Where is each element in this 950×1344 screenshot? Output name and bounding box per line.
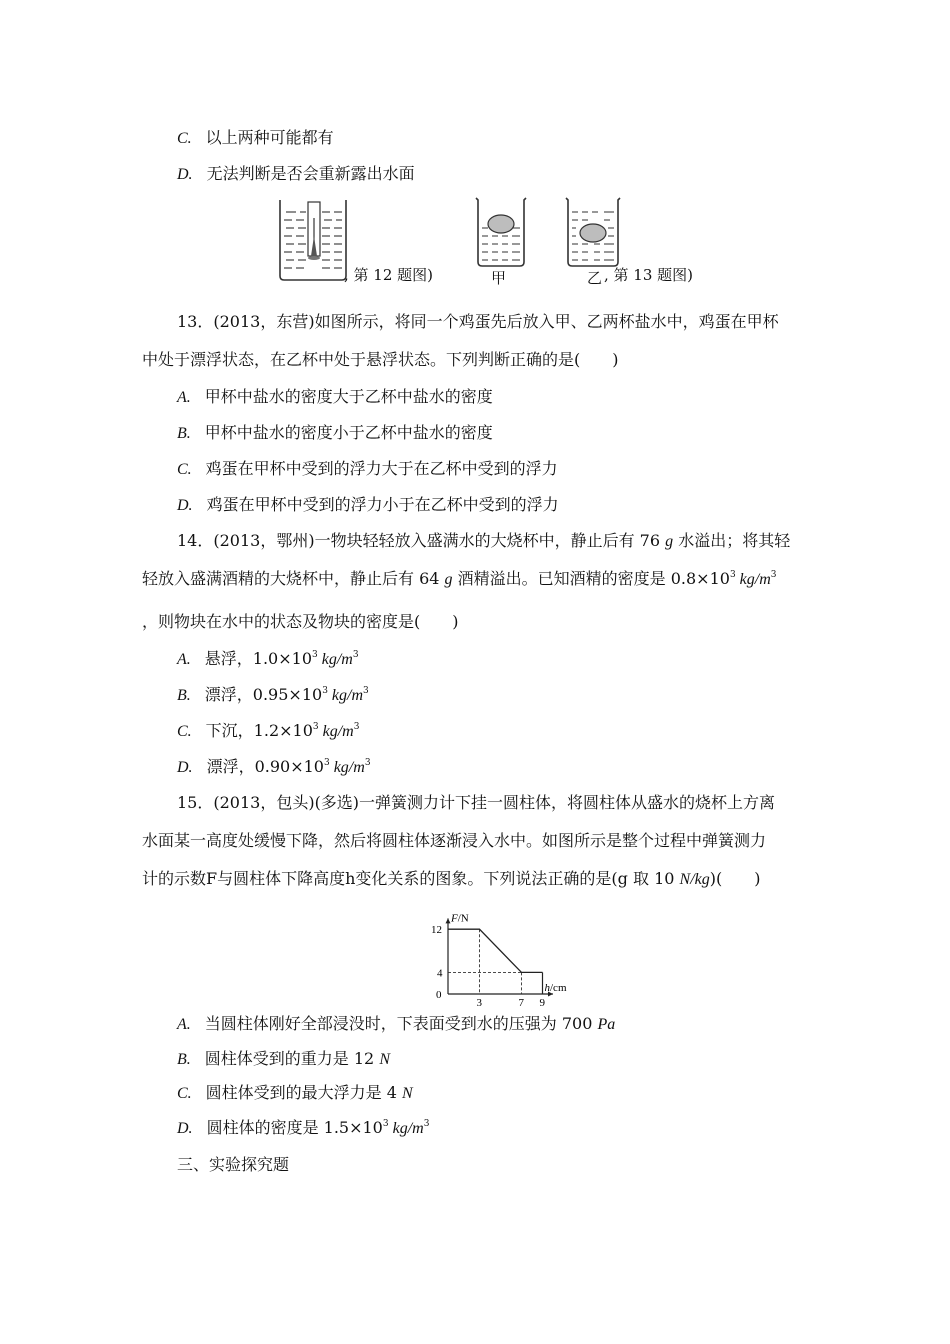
- q12-option-c: [177, 127, 334, 150]
- unit: Pa: [597, 1016, 616, 1033]
- beaker-yi-diagram: [564, 198, 622, 268]
- option-letter: B.: [177, 425, 191, 442]
- tick-label-x-origin: 0: [436, 989, 442, 1001]
- exponent: 3: [353, 722, 360, 732]
- unit: g: [444, 571, 453, 588]
- exponent: 3: [312, 722, 319, 732]
- q15-stem-line1: 15．(2013，包头)(多选)一弹簧测力计下挂一圆柱体，将圆柱体从盛水的烧杯上方离: [177, 793, 776, 812]
- option-text: 圆柱体的密度是 1.5×10: [206, 1118, 383, 1137]
- option-text: 以上两种可能都有: [205, 128, 334, 147]
- option-text: 鸡蛋在甲杯中受到的浮力大于在乙杯中受到的浮力: [205, 459, 558, 478]
- exponent: 3: [382, 1119, 389, 1129]
- exponent: 3: [322, 686, 328, 696]
- series-line: [448, 929, 543, 972]
- exponent: 3: [323, 758, 330, 768]
- q13-option-c: [177, 458, 558, 481]
- option-text: 当圆柱体刚好全部浸没时，下表面受到水的压强为 700: [204, 1014, 598, 1033]
- text: )( ): [709, 869, 761, 888]
- option-letter: D.: [177, 497, 193, 514]
- text: 轻放入盛满酒精的大烧杯中，静止后有 64: [142, 569, 445, 588]
- q13-option-d: [177, 494, 559, 517]
- option-letter: C.: [177, 130, 192, 147]
- tick-label-y: 12: [431, 924, 442, 937]
- exponent: 3: [364, 758, 371, 768]
- x-axis-label: h/cm: [544, 982, 567, 994]
- unit: kg/m: [327, 687, 364, 704]
- unit: kg/m: [318, 723, 354, 740]
- tick-label-x: 7: [518, 997, 524, 1009]
- option-text: 甲杯中盐水的密度大于乙杯中盐水的密度: [204, 387, 493, 406]
- text: 14．(2013，鄂州)一物块轻轻放入盛满水的大烧杯中，静止后有 76: [177, 531, 666, 550]
- beaker-yi-label: 乙: [587, 269, 603, 287]
- unit: kg/m: [735, 571, 771, 588]
- option-text: 甲杯中盐水的密度小于乙杯中盐水的密度: [204, 423, 493, 442]
- q15-stem-line2: 水面某一高度处缓慢下降，然后将圆柱体逐渐浸入水中。如图所示是整个过程中弹簧测力: [142, 831, 767, 850]
- option-letter: A.: [177, 389, 191, 406]
- q14-option-c: [177, 720, 359, 743]
- q15-option-b: [177, 1048, 390, 1071]
- option-letter: B.: [177, 1051, 191, 1068]
- q12-option-d: [177, 163, 415, 186]
- text: 酒精溢出。已知酒精的密度是 0.8×10: [452, 569, 730, 588]
- option-text: 下沉，1.2×10: [205, 721, 313, 740]
- unit: kg/m: [317, 651, 353, 668]
- option-text: 漂浮，0.90×10: [206, 757, 324, 776]
- q14-option-a: [177, 648, 359, 671]
- unit: kg/m: [388, 1120, 424, 1137]
- exponent: 3: [312, 650, 318, 660]
- option-text: 悬浮，1.0×10: [204, 649, 312, 668]
- text: 水溢出；将其轻: [673, 531, 791, 550]
- q13-stem-line2: 中处于漂浮状态，在乙杯中处于悬浮状态。下列判断正确的是( ): [142, 350, 619, 369]
- q14-stem-line2: [142, 568, 777, 591]
- text: 计的示数F与圆柱体下降高度h变化关系的图象。下列说法正确的是(g 取 10: [142, 869, 680, 888]
- exponent: 3: [770, 570, 777, 580]
- option-letter: D.: [177, 1120, 193, 1137]
- option-text: 圆柱体受到的最大浮力是 4: [205, 1083, 403, 1102]
- exponent: 3: [363, 686, 369, 696]
- option-letter: C.: [177, 723, 192, 740]
- chart-axes: [446, 918, 554, 996]
- q13-option-b: [177, 422, 493, 445]
- y-axis-arrow: [446, 918, 451, 923]
- q15-stem-line3: [142, 868, 760, 891]
- option-text: 无法判断是否会重新露出水面: [206, 164, 415, 183]
- beaker-jia-label: 甲: [491, 269, 507, 287]
- q14-stem-line1: [177, 530, 790, 553]
- q14-option-d: [177, 756, 371, 779]
- unit: kg/m: [329, 759, 365, 776]
- unit: N: [402, 1085, 413, 1102]
- beaker-jia-diagram: [474, 198, 528, 268]
- q15-option-a: [177, 1013, 615, 1036]
- fig13-caption: , 第 13 题图): [604, 266, 694, 284]
- exponent: 3: [352, 650, 359, 660]
- tick-label-y: 4: [437, 967, 443, 980]
- exponent: 3: [729, 570, 736, 580]
- q14-option-b: [177, 684, 369, 707]
- option-letter: D.: [177, 759, 193, 776]
- q14-stem-line3: ，则物块在水中的状态及物块的密度是( ): [142, 612, 459, 631]
- option-letter: A.: [177, 1016, 191, 1033]
- exponent: 3: [423, 1119, 430, 1129]
- unit: N: [379, 1051, 390, 1068]
- unit: g: [665, 533, 674, 550]
- option-text: 漂浮，0.95×10: [204, 685, 323, 704]
- q15-option-d: [177, 1117, 429, 1140]
- option-letter: B.: [177, 687, 191, 704]
- option-letter: D.: [177, 166, 193, 183]
- fig12-caption: , 第 12 题图): [344, 266, 434, 284]
- force-height-chart: [420, 908, 567, 1009]
- option-letter: C.: [177, 1085, 192, 1102]
- tick-label-x: 3: [476, 997, 482, 1009]
- q13-option-a: [177, 386, 493, 409]
- tick-label-x: 9: [539, 997, 545, 1009]
- y-axis-label: F/N: [451, 912, 469, 925]
- section-heading: 三、实验探究题: [177, 1155, 290, 1174]
- q15-option-c: [177, 1082, 413, 1105]
- option-text: 圆柱体受到的重力是 12: [204, 1049, 380, 1068]
- chart-series: [448, 929, 543, 994]
- unit: N/kg: [679, 871, 710, 888]
- q13-stem-line1: 13．(2013，东营)如图所示，将同一个鸡蛋先后放入甲、乙两杯盐水中，鸡蛋在甲杯: [177, 312, 779, 331]
- option-letter: A.: [177, 651, 191, 668]
- option-text: 鸡蛋在甲杯中受到的浮力小于在乙杯中受到的浮力: [206, 495, 559, 514]
- fig12-beaker-diagram: [278, 200, 348, 282]
- option-letter: C.: [177, 461, 192, 478]
